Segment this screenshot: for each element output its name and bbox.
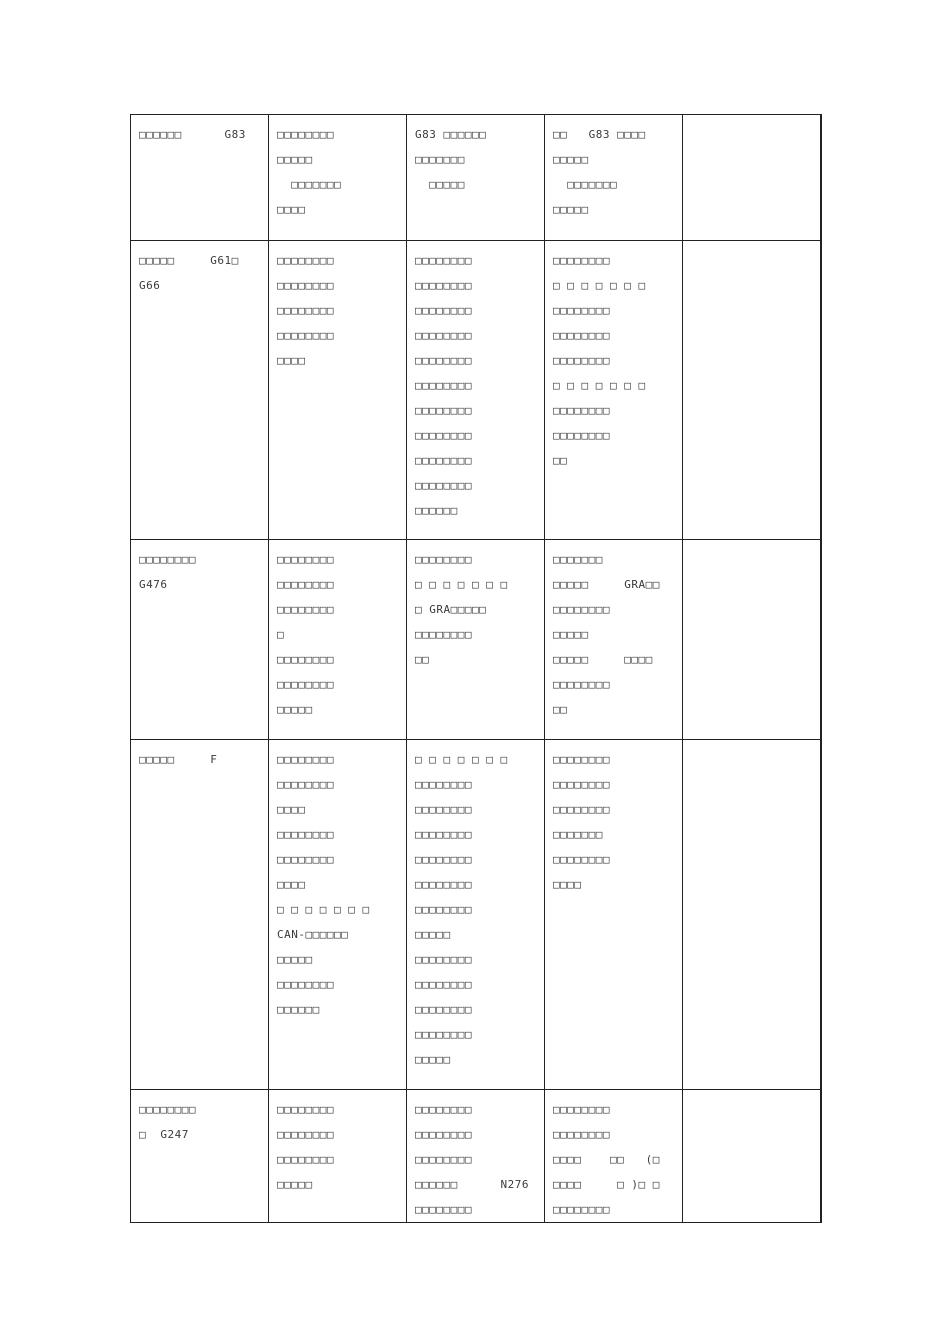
cell-line: □□□□□□□□ <box>553 304 610 317</box>
table-cell <box>131 241 269 540</box>
cell-line: □□□□□□□□ <box>415 903 472 916</box>
cell-text <box>553 122 675 222</box>
cell-line: □□□□□ <box>553 203 589 216</box>
cell-line: □□□□□□□□ <box>277 553 334 566</box>
cell-line: □□□□□□□□ <box>277 678 334 691</box>
cell-line: □□□□□□□□ <box>415 878 472 891</box>
table-cell <box>269 740 407 1090</box>
cell-line: □□□□□□□□ <box>415 803 472 816</box>
table-cell <box>683 540 821 740</box>
cell-line: □□□□□ GRA□□ <box>553 578 660 591</box>
table-row <box>131 540 821 740</box>
cell-line: □ □ □ □ □ □ □ <box>553 379 646 392</box>
table-cell <box>545 540 683 740</box>
cell-line: □□□□□□□□ <box>415 1028 472 1041</box>
cell-line: □□□□□□□□ <box>553 603 610 616</box>
table-cell <box>131 740 269 1090</box>
cell-line: □ GRA□□□□□ <box>415 603 487 616</box>
cell-line: □□□□□□□□ <box>553 853 610 866</box>
cell-line: □□□□□ <box>415 178 465 191</box>
cell-line: □□□□□ <box>415 928 451 941</box>
cell-line: □□ <box>553 703 568 716</box>
cell-line: □□□□□□□□ <box>553 803 610 816</box>
cell-line: □□□□□□□□ <box>277 578 334 591</box>
cell-line: □□□□□□□□ <box>277 329 334 342</box>
cell-text <box>553 547 675 722</box>
table-cell <box>269 540 407 740</box>
cell-line: □□□□□□□□ <box>277 254 334 267</box>
cell-line: □□□□□□□□ <box>415 1103 472 1116</box>
cell-line: □□□□ <box>277 203 306 216</box>
cell-line: □□□□□ <box>277 953 313 966</box>
cell-line: □ <box>277 628 285 641</box>
cell-line: □□□□ <box>277 803 306 816</box>
cell-line: □□□□ <box>553 878 582 891</box>
cell-line: □□□□ □□ (□ <box>553 1153 660 1166</box>
table-cell <box>131 1090 269 1223</box>
cell-text <box>139 248 261 298</box>
cell-line: □□□□□□□□ <box>415 1153 472 1166</box>
cell-line: □□□□□□□□ <box>415 553 472 566</box>
table-row <box>131 1090 821 1223</box>
table-cell <box>131 115 269 241</box>
cell-line: □□□□□ <box>277 1178 313 1191</box>
cell-line: □□□□□□□□ <box>553 753 610 766</box>
cell-text <box>553 1097 675 1222</box>
cell-line: □□□□□□□□ <box>277 828 334 841</box>
cell-line: □□□□□ <box>415 1053 451 1066</box>
cell-line: □□□□ <box>277 878 306 891</box>
cell-text <box>415 1097 537 1222</box>
cell-line: □□□□□□□□ <box>553 254 610 267</box>
cell-text <box>415 747 537 1072</box>
table-cell <box>131 540 269 740</box>
cell-line: □□□□□□□□ <box>277 279 334 292</box>
table-row <box>131 241 821 540</box>
cell-line: □□□□□ <box>277 153 313 166</box>
cell-text <box>139 1097 261 1147</box>
cell-line: □□□□□□□ <box>553 553 603 566</box>
cell-line: □□□□□□□ <box>553 178 618 191</box>
cell-line: □ G247 <box>139 1128 189 1141</box>
cell-line: □□□□□□□□ <box>277 778 334 791</box>
cell-line: G83 □□□□□□ <box>415 128 487 141</box>
table-cell <box>545 115 683 241</box>
spec-table <box>130 114 822 1223</box>
cell-text <box>139 747 261 772</box>
cell-line: □□□□□□□□ <box>415 1128 472 1141</box>
table-body <box>131 115 821 1223</box>
cell-line: □□□□□□□□ <box>553 329 610 342</box>
cell-line: □□□□ <box>277 354 306 367</box>
cell-line: □□□□□□□□ <box>415 853 472 866</box>
cell-line: □ □ □ □ □ □ □ <box>415 578 508 591</box>
table-cell <box>407 740 545 1090</box>
cell-line: □□□□ □ )□ □ <box>553 1178 660 1191</box>
table-cell <box>683 740 821 1090</box>
cell-text <box>415 547 537 672</box>
cell-text <box>553 248 675 473</box>
cell-line: □□□□□ <box>553 153 589 166</box>
cell-line: □□□□□□□□ <box>415 778 472 791</box>
cell-line: □□□□□□□□ <box>553 1203 610 1216</box>
table-cell <box>269 1090 407 1223</box>
table-cell <box>545 1090 683 1223</box>
cell-text <box>277 248 399 373</box>
cell-line: □□□□□□□□ <box>553 354 610 367</box>
cell-line: □□□□□ □□□□ <box>553 653 653 666</box>
cell-line: □□□□□□□□ <box>277 753 334 766</box>
cell-line: □□□□□□□□ <box>415 304 472 317</box>
table-cell <box>269 115 407 241</box>
table-row <box>131 115 821 241</box>
cell-line: □□□□□□□□ <box>415 404 472 417</box>
cell-line: CAN-□□□□□□ <box>277 928 349 941</box>
cell-line: □□□□□□□□ <box>415 329 472 342</box>
table-cell <box>545 241 683 540</box>
cell-text <box>415 122 537 197</box>
cell-line: □□□□□□□□ <box>139 1103 196 1116</box>
cell-line: □□□□□□□□ <box>553 1103 610 1116</box>
table-cell <box>407 1090 545 1223</box>
cell-line: □□□□□□□□ <box>415 354 472 367</box>
cell-text <box>277 747 399 1022</box>
cell-line: □□□□□□□□ <box>415 454 472 467</box>
cell-line: □□□□□□□□ <box>553 1128 610 1141</box>
cell-line: □□□□□□□□ <box>277 853 334 866</box>
cell-line: □□□□□ <box>553 628 589 641</box>
cell-line: □□□□□□□□ <box>415 1203 472 1216</box>
cell-line: □□□□□□□□ <box>277 128 334 141</box>
cell-line: □□□□□ F <box>139 753 218 766</box>
cell-text <box>553 747 675 897</box>
table-row <box>131 740 821 1090</box>
cell-text <box>415 248 537 523</box>
cell-line: □□□□□□ N276 <box>415 1178 529 1191</box>
cell-line: □□□□□□ <box>277 1003 320 1016</box>
cell-line: □□□□□ <box>277 703 313 716</box>
cell-line: □□□□□□□□ <box>277 978 334 991</box>
cell-text <box>277 1097 399 1197</box>
cell-line: □□□□□□□□ <box>415 479 472 492</box>
cell-line: □□□□□□□□ <box>553 404 610 417</box>
cell-text <box>277 122 399 222</box>
table-cell <box>269 241 407 540</box>
cell-line: □□□□□□□□ <box>415 978 472 991</box>
cell-line: □ □ □ □ □ □ □ <box>415 753 508 766</box>
cell-line: □□ <box>415 653 430 666</box>
table-cell <box>407 115 545 241</box>
cell-line: □□□□□□□□ <box>277 304 334 317</box>
table-cell <box>683 1090 821 1223</box>
cell-line: □□□□□□□□ <box>277 1128 334 1141</box>
cell-line: □□□□□□□ <box>277 178 342 191</box>
cell-text <box>139 547 261 597</box>
cell-line: □□□□□□□□ <box>415 828 472 841</box>
cell-line: □□ <box>553 454 568 467</box>
table-cell <box>683 241 821 540</box>
cell-line: □□□□□□□□ <box>415 953 472 966</box>
cell-line: □□□□□ G61□ <box>139 254 239 267</box>
cell-line: □□□□□□□□ <box>277 1103 334 1116</box>
cell-line: □ □ □ □ □ □ □ <box>277 903 370 916</box>
cell-line: □□□□□□□□ <box>415 254 472 267</box>
cell-line: □□□□□□□□ <box>415 279 472 292</box>
cell-text <box>277 547 399 722</box>
cell-line: □□□□□□□□ <box>415 628 472 641</box>
cell-line: □□□□□□ <box>415 504 458 517</box>
table-cell <box>683 115 821 241</box>
table-cell <box>545 740 683 1090</box>
cell-line: □□□□□□□□ <box>553 678 610 691</box>
cell-line: □□□□□□□ <box>415 153 465 166</box>
table-cell <box>407 241 545 540</box>
cell-line: □□□□□□□□ <box>139 553 196 566</box>
cell-line: □□□□□□□□ <box>277 1153 334 1166</box>
cell-line: □□□□□□□□ <box>277 653 334 666</box>
cell-line: G476 <box>139 578 168 591</box>
cell-line: G66 <box>139 279 161 292</box>
cell-line: □□ G83 □□□□ <box>553 128 646 141</box>
cell-line: □□□□□□□□ <box>415 429 472 442</box>
table-cell <box>407 540 545 740</box>
cell-line: □ □ □ □ □ □ □ <box>553 279 646 292</box>
cell-line: □□□□□□□□ <box>415 379 472 392</box>
cell-line: □□□□□□□□ <box>415 1003 472 1016</box>
cell-text <box>139 122 261 147</box>
cell-line: □□□□□□ G83 <box>139 128 246 141</box>
cell-line: □□□□□□□□ <box>553 778 610 791</box>
cell-line: □□□□□□□ <box>553 828 603 841</box>
cell-line: □□□□□□□□ <box>277 603 334 616</box>
cell-line: □□□□□□□□ <box>553 429 610 442</box>
